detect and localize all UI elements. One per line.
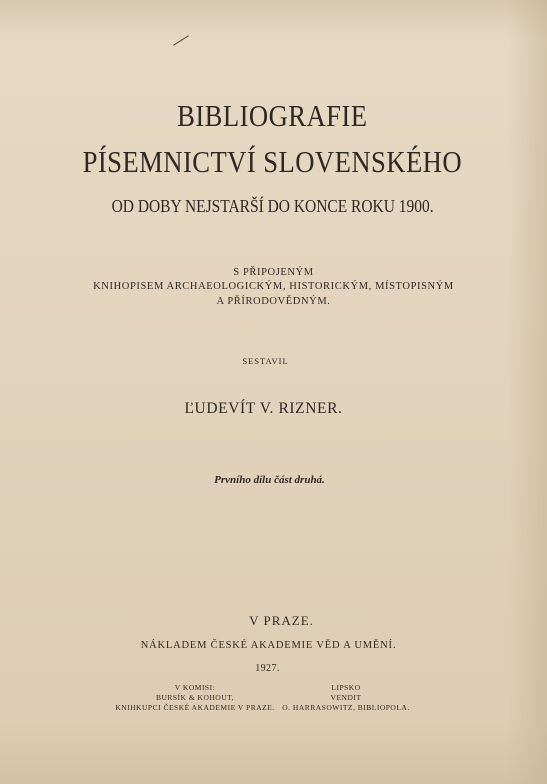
title-line-1: BIBLIOGRAFIE — [177, 98, 368, 133]
appendix-line-1: S PŘIPOJENÝM — [233, 267, 314, 278]
commission-right — [280, 683, 412, 713]
commission-left-line-2: BURSÍK & KOHOUT, — [155, 693, 235, 702]
commission-left-line-1: V KOMISI: — [174, 683, 216, 692]
commission-left-line-3: KNIHKUPCI ČESKÉ AKADEMIE V PRAZE. — [115, 703, 275, 712]
appendix-line-3: A PŘÍRODOVĚDNÝM. — [216, 296, 331, 307]
commission-right-line-2: VENDIT — [330, 693, 362, 702]
publication-year: 1927. — [255, 663, 280, 674]
compiled-by-label: SESTAVIL — [242, 356, 289, 366]
volume-part: Prvního dílu část druhá. — [214, 474, 325, 486]
publisher: NÁKLADEM ČESKÉ AKADEMIE VĚD A UMĚNÍ. — [140, 640, 397, 651]
paper-aging-top — [0, 0, 547, 40]
author-name: ĽUDEVÍT V. RIZNER. — [184, 400, 343, 417]
commission-right-line-1: LIPSKO — [331, 683, 361, 692]
title-line-2: PÍSEMNICTVÍ SLOVENSKÉHO — [82, 144, 463, 179]
commission-left — [110, 683, 280, 713]
paper-aging-bottom — [0, 724, 547, 784]
subtitle: OD DOBY NEJSTARŠÍ DO KONCE ROKU 1900. — [111, 196, 434, 216]
appendix-line-2: KNIHOPISEM ARCHAEOLOGICKÝM, HISTORICKÝM, MÍSTOPISNÝM — [93, 281, 454, 292]
commission-right-line-3: O. HARRASOWITZ, BIBLIOPOLA. — [282, 703, 410, 712]
publication-place: V PRAZE. — [249, 613, 314, 628]
